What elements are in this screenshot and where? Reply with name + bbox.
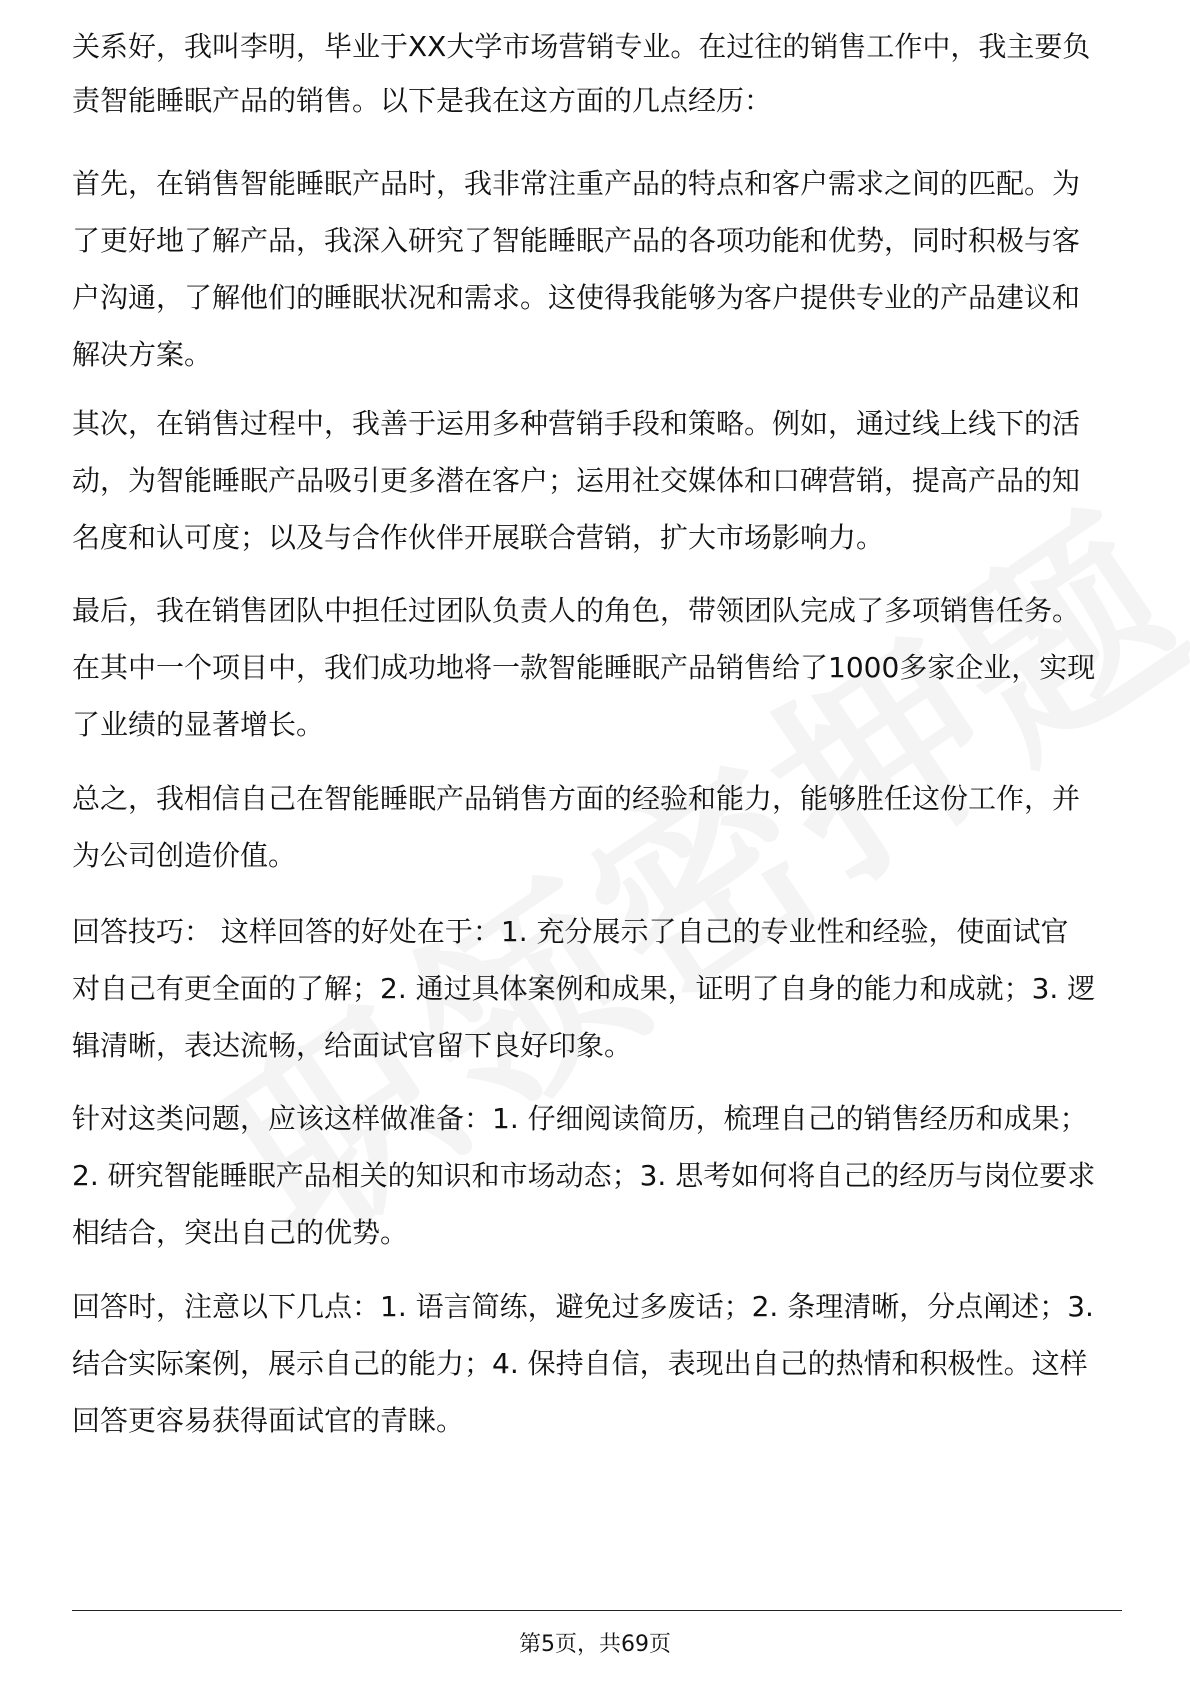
paragraph-answer-tips: 回答技巧： 这样回答的好处在于：1. 充分展示了自己的专业性和经验，使面试官 对自己有更全面的了解；2. 通过具体案例和成果，证明了自身的能力和成就；3. 逻 辑清晰，表达流畅，给面试官留下良好印象。 [72, 915, 1096, 1062]
partial-top-line: 关系好，我叫李明，毕业于XX大学市场营销专业。在过往的销售工作中，我主要负 [72, 30, 1091, 63]
paragraph-intro-end: 责智能睡眠产品的销售。以下是我在这方面的几点经历： [72, 84, 773, 117]
page-number: 第5页，共69页 [519, 1632, 671, 1657]
paragraph-second: 其次，在销售过程中，我善于运用多种营销手段和策略。例如，通过线上线下的活 动，为智能睡眠产品吸引更多潜在客户；运用社交媒体和口碑营销，提高产品的知 名度和认可度；以及与合作伙伴开展联合营销，扩大市场影响力。 [72, 407, 1081, 554]
footer-divider [72, 1610, 1122, 1611]
paragraph-summary: 总之，我相信自己在智能睡眠产品销售方面的经验和能力，能够胜任这份工作，并 为公司创造价值。 [72, 782, 1081, 872]
paragraph-answer-notes: 回答时，注意以下几点：1. 语言简练，避免过多废话；2. 条理清晰，分点阐述；3. 结合实际案例，展示自己的能力；4. 保持自信，表现出自己的热情和积极性。这样 回答更容易获得面试官的青睐。 [72, 1290, 1094, 1437]
paragraph-third: 最后，我在销售团队中担任过团队负责人的角色，带领团队完成了多项销售任务。 在其中一个项目中，我们成功地将一款智能睡眠产品销售给了1000多家企业，实现 了业绩的显著增长。 [72, 594, 1096, 741]
paragraph-preparation: 针对这类问题，应该这样做准备：1. 仔细阅读简历，梳理自己的销售经历和成果； 2. 研究智能睡眠产品相关的知识和市场动态；3. 思考如何将自己的经历与岗位要求 相结合，突出自己的优势。 [72, 1102, 1096, 1249]
paragraph-first: 首先，在销售智能睡眠产品时，我非常注重产品的特点和客户需求之间的匹配。为 了更好地了解产品，我深入研究了智能睡眠产品的各项功能和优势，同时积极与客 户沟通，了解他们的睡眠状况和需求。这使得我能够为客户提供专业的产品建议和 解决方案。 [72, 167, 1081, 371]
